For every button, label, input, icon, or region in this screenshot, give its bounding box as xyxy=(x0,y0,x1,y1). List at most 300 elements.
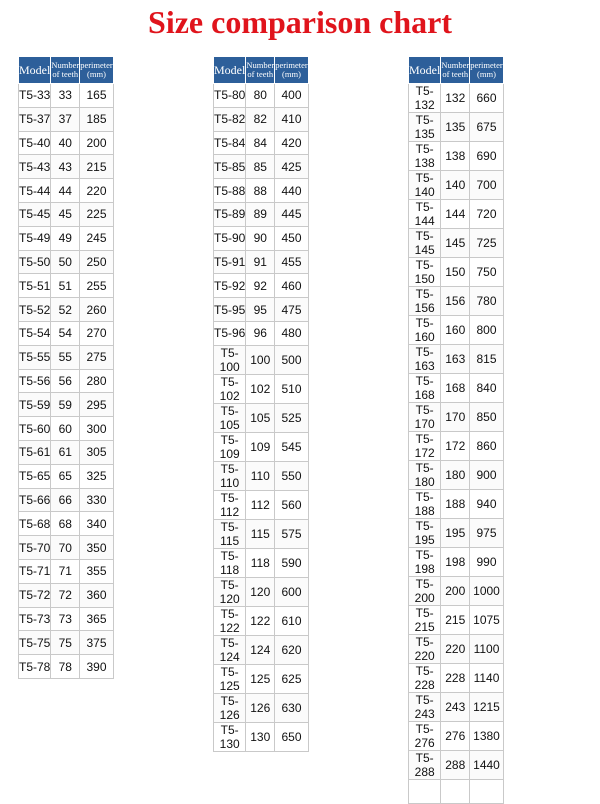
teeth-cell: 78 xyxy=(51,655,80,679)
perimeter-cell: 275 xyxy=(80,345,114,369)
size-table-2 xyxy=(213,56,309,752)
teeth-cell: 135 xyxy=(441,113,470,142)
model-cell: T5-78 xyxy=(19,655,51,679)
perimeter-cell: 660 xyxy=(470,84,504,113)
teeth-cell: 52 xyxy=(51,298,80,322)
model-cell: T5-243 xyxy=(409,693,441,722)
model-cell: T5-52 xyxy=(19,298,51,322)
teeth-cell: 80 xyxy=(246,84,275,108)
teeth-cell: 198 xyxy=(441,548,470,577)
model-cell: T5-40 xyxy=(19,131,51,155)
table-row xyxy=(19,464,114,488)
table-row xyxy=(214,374,309,403)
perimeter-cell: 630 xyxy=(275,693,309,722)
perimeter-cell: 510 xyxy=(275,374,309,403)
table-row xyxy=(214,606,309,635)
model-cell: T5-85 xyxy=(214,155,246,179)
teeth-cell: 122 xyxy=(246,606,275,635)
table-row xyxy=(409,432,504,461)
table-row xyxy=(409,461,504,490)
perimeter-cell: 720 xyxy=(470,200,504,229)
teeth-cell: 44 xyxy=(51,179,80,203)
model-cell: T5-220 xyxy=(409,635,441,664)
teeth-cell: 160 xyxy=(441,316,470,345)
perimeter-cell: 410 xyxy=(275,107,309,131)
perimeter-cell: 1075 xyxy=(470,606,504,635)
table-row xyxy=(214,274,309,298)
header-number-of-teeth: Number of teeth xyxy=(441,57,470,84)
perimeter-cell: 220 xyxy=(80,179,114,203)
teeth-cell: 95 xyxy=(246,298,275,322)
perimeter-cell: 860 xyxy=(470,432,504,461)
teeth-cell: 49 xyxy=(51,226,80,250)
perimeter-cell: 590 xyxy=(275,548,309,577)
model-cell: T5-126 xyxy=(214,693,246,722)
perimeter-cell: 690 xyxy=(470,142,504,171)
table-header-row xyxy=(214,57,309,84)
perimeter-cell: 940 xyxy=(470,490,504,519)
teeth-cell: 243 xyxy=(441,693,470,722)
teeth-cell: 45 xyxy=(51,202,80,226)
perimeter-cell: 1000 xyxy=(470,577,504,606)
teeth-cell: 72 xyxy=(51,583,80,607)
model-cell: T5-92 xyxy=(214,274,246,298)
model-cell: T5-188 xyxy=(409,490,441,519)
table-row xyxy=(409,403,504,432)
teeth-cell: 172 xyxy=(441,432,470,461)
table-row xyxy=(214,490,309,519)
table-row xyxy=(19,536,114,560)
teeth-cell: 110 xyxy=(246,461,275,490)
model-cell: T5-150 xyxy=(409,258,441,287)
teeth-cell: 68 xyxy=(51,512,80,536)
teeth-cell: 140 xyxy=(441,171,470,200)
teeth-cell: 200 xyxy=(441,577,470,606)
teeth-cell: 145 xyxy=(441,229,470,258)
teeth-cell: 170 xyxy=(441,403,470,432)
perimeter-cell: 325 xyxy=(80,464,114,488)
perimeter-cell: 620 xyxy=(275,635,309,664)
perimeter-cell: 245 xyxy=(80,226,114,250)
perimeter-cell: 545 xyxy=(275,432,309,461)
model-cell: T5-68 xyxy=(19,512,51,536)
header-perimeter: perimeter (mm) xyxy=(80,57,114,84)
table-row xyxy=(19,559,114,583)
table-row xyxy=(19,274,114,298)
perimeter-cell: 280 xyxy=(80,369,114,393)
teeth-cell: 56 xyxy=(51,369,80,393)
teeth-cell: 126 xyxy=(246,693,275,722)
teeth-cell: 55 xyxy=(51,345,80,369)
teeth-cell: 73 xyxy=(51,607,80,631)
perimeter-cell: 625 xyxy=(275,664,309,693)
teeth-cell: 118 xyxy=(246,548,275,577)
model-cell: T5-125 xyxy=(214,664,246,693)
model-cell: T5-50 xyxy=(19,250,51,274)
model-cell: T5-112 xyxy=(214,490,246,519)
model-cell: T5-105 xyxy=(214,403,246,432)
table-row xyxy=(214,250,309,274)
table-row xyxy=(19,226,114,250)
model-cell: T5-163 xyxy=(409,345,441,374)
perimeter-cell: 525 xyxy=(275,403,309,432)
teeth-cell: 88 xyxy=(246,179,275,203)
model-cell: T5-100 xyxy=(214,345,246,374)
teeth-cell: 132 xyxy=(441,84,470,113)
perimeter-cell: 445 xyxy=(275,202,309,226)
perimeter-cell: 255 xyxy=(80,274,114,298)
table-header-row xyxy=(409,57,504,84)
table-row xyxy=(409,519,504,548)
size-table-1 xyxy=(18,56,114,679)
table-row xyxy=(409,287,504,316)
table-row xyxy=(409,171,504,200)
perimeter-cell: 340 xyxy=(80,512,114,536)
table-row xyxy=(19,488,114,512)
teeth-cell: 130 xyxy=(246,722,275,751)
teeth-cell: 43 xyxy=(51,155,80,179)
table-row xyxy=(19,155,114,179)
model-cell: T5-65 xyxy=(19,464,51,488)
perimeter-cell: 780 xyxy=(470,287,504,316)
table-row xyxy=(409,780,504,804)
model-cell: T5-61 xyxy=(19,440,51,464)
table-row xyxy=(214,432,309,461)
perimeter-cell: 500 xyxy=(275,345,309,374)
perimeter-cell: 350 xyxy=(80,536,114,560)
model-cell: T5-91 xyxy=(214,250,246,274)
model-cell: T5-135 xyxy=(409,113,441,142)
model-cell: T5-102 xyxy=(214,374,246,403)
table-row xyxy=(214,131,309,155)
table-row xyxy=(214,693,309,722)
size-table-3 xyxy=(408,56,504,804)
table-row xyxy=(214,577,309,606)
model-cell xyxy=(409,780,441,804)
perimeter-cell: 975 xyxy=(470,519,504,548)
perimeter-cell: 330 xyxy=(80,488,114,512)
perimeter-cell: 815 xyxy=(470,345,504,374)
perimeter-cell: 250 xyxy=(80,250,114,274)
teeth-cell: 75 xyxy=(51,631,80,655)
perimeter-cell: 300 xyxy=(80,417,114,441)
table-row xyxy=(409,664,504,693)
table-row xyxy=(19,393,114,417)
model-cell: T5-75 xyxy=(19,631,51,655)
perimeter-cell: 575 xyxy=(275,519,309,548)
perimeter-cell: 400 xyxy=(275,84,309,108)
model-cell: T5-228 xyxy=(409,664,441,693)
table-row xyxy=(214,722,309,751)
table-row xyxy=(19,655,114,679)
teeth-cell: 144 xyxy=(441,200,470,229)
model-cell: T5-66 xyxy=(19,488,51,512)
model-cell: T5-43 xyxy=(19,155,51,179)
model-cell: T5-80 xyxy=(214,84,246,108)
perimeter-cell: 185 xyxy=(80,107,114,131)
table-row xyxy=(214,635,309,664)
teeth-cell: 125 xyxy=(246,664,275,693)
table-row xyxy=(214,345,309,374)
perimeter-cell: 1140 xyxy=(470,664,504,693)
table-row xyxy=(19,250,114,274)
model-cell: T5-37 xyxy=(19,107,51,131)
header-model: Model xyxy=(214,57,246,84)
perimeter-cell: 1380 xyxy=(470,722,504,751)
table-row xyxy=(409,751,504,780)
perimeter-cell: 355 xyxy=(80,559,114,583)
model-cell: T5-109 xyxy=(214,432,246,461)
perimeter-cell: 460 xyxy=(275,274,309,298)
teeth-cell: 96 xyxy=(246,321,275,345)
table-row xyxy=(214,155,309,179)
model-cell: T5-73 xyxy=(19,607,51,631)
perimeter-cell: 600 xyxy=(275,577,309,606)
model-cell: T5-168 xyxy=(409,374,441,403)
table-row xyxy=(214,107,309,131)
model-cell: T5-138 xyxy=(409,142,441,171)
model-cell: T5-44 xyxy=(19,179,51,203)
perimeter-cell: 215 xyxy=(80,155,114,179)
model-cell: T5-89 xyxy=(214,202,246,226)
teeth-cell: 66 xyxy=(51,488,80,512)
table-row xyxy=(19,607,114,631)
teeth-cell: 90 xyxy=(246,226,275,250)
perimeter-cell: 295 xyxy=(80,393,114,417)
teeth-cell: 228 xyxy=(441,664,470,693)
perimeter-cell: 750 xyxy=(470,258,504,287)
table-row xyxy=(19,131,114,155)
teeth-cell: 102 xyxy=(246,374,275,403)
table-row xyxy=(19,583,114,607)
perimeter-cell: 675 xyxy=(470,113,504,142)
teeth-cell: 138 xyxy=(441,142,470,171)
table-row xyxy=(214,403,309,432)
teeth-cell: 288 xyxy=(441,751,470,780)
perimeter-cell: 365 xyxy=(80,607,114,631)
header-number-of-teeth: Number of teeth xyxy=(246,57,275,84)
perimeter-cell: 260 xyxy=(80,298,114,322)
teeth-cell: 112 xyxy=(246,490,275,519)
table-row xyxy=(409,316,504,345)
table-row xyxy=(19,345,114,369)
perimeter-cell: 560 xyxy=(275,490,309,519)
perimeter-cell: 450 xyxy=(275,226,309,250)
teeth-cell: 71 xyxy=(51,559,80,583)
teeth-cell: 195 xyxy=(441,519,470,548)
table-row xyxy=(409,142,504,171)
teeth-cell: 124 xyxy=(246,635,275,664)
table-row xyxy=(214,298,309,322)
model-cell: T5-59 xyxy=(19,393,51,417)
model-cell: T5-160 xyxy=(409,316,441,345)
header-perimeter: perimeter (mm) xyxy=(275,57,309,84)
model-cell: T5-110 xyxy=(214,461,246,490)
teeth-cell: 180 xyxy=(441,461,470,490)
table-row xyxy=(409,258,504,287)
model-cell: T5-140 xyxy=(409,171,441,200)
perimeter-cell: 270 xyxy=(80,321,114,345)
teeth-cell: 120 xyxy=(246,577,275,606)
table-row xyxy=(409,374,504,403)
model-cell: T5-144 xyxy=(409,200,441,229)
model-cell: T5-55 xyxy=(19,345,51,369)
teeth-cell: 150 xyxy=(441,258,470,287)
model-cell: T5-170 xyxy=(409,403,441,432)
perimeter-cell: 425 xyxy=(275,155,309,179)
model-cell: T5-96 xyxy=(214,321,246,345)
table-row xyxy=(19,512,114,536)
teeth-cell: 61 xyxy=(51,440,80,464)
teeth-cell: 276 xyxy=(441,722,470,751)
table-row xyxy=(19,631,114,655)
table-row xyxy=(409,229,504,258)
table-row xyxy=(409,113,504,142)
table-row xyxy=(19,417,114,441)
table-row xyxy=(409,606,504,635)
perimeter-cell: 480 xyxy=(275,321,309,345)
teeth-cell: 37 xyxy=(51,107,80,131)
perimeter-cell: 360 xyxy=(80,583,114,607)
table-row xyxy=(409,200,504,229)
table-row xyxy=(214,84,309,108)
table-row xyxy=(409,345,504,374)
perimeter-cell: 225 xyxy=(80,202,114,226)
model-cell: T5-51 xyxy=(19,274,51,298)
table-row xyxy=(409,635,504,664)
perimeter-cell: 800 xyxy=(470,316,504,345)
model-cell: T5-200 xyxy=(409,577,441,606)
perimeter-cell: 1100 xyxy=(470,635,504,664)
model-cell: T5-145 xyxy=(409,229,441,258)
page-title: Size comparison chart xyxy=(148,4,452,40)
model-cell: T5-120 xyxy=(214,577,246,606)
teeth-cell: 92 xyxy=(246,274,275,298)
perimeter-cell: 700 xyxy=(470,171,504,200)
perimeter-cell: 610 xyxy=(275,606,309,635)
table-row xyxy=(19,440,114,464)
teeth-cell: 220 xyxy=(441,635,470,664)
teeth-cell: 50 xyxy=(51,250,80,274)
teeth-cell: 40 xyxy=(51,131,80,155)
model-cell: T5-88 xyxy=(214,179,246,203)
teeth-cell: 115 xyxy=(246,519,275,548)
header-model: Model xyxy=(19,57,51,84)
table-row xyxy=(409,490,504,519)
table-row xyxy=(214,202,309,226)
teeth-cell: 215 xyxy=(441,606,470,635)
model-cell: T5-115 xyxy=(214,519,246,548)
teeth-cell: 54 xyxy=(51,321,80,345)
teeth-cell: 59 xyxy=(51,393,80,417)
perimeter-cell: 200 xyxy=(80,131,114,155)
perimeter-cell: 440 xyxy=(275,179,309,203)
teeth-cell: 100 xyxy=(246,345,275,374)
model-cell: T5-198 xyxy=(409,548,441,577)
teeth-cell: 163 xyxy=(441,345,470,374)
teeth-cell: 84 xyxy=(246,131,275,155)
table-row xyxy=(214,548,309,577)
table-row xyxy=(19,107,114,131)
perimeter-cell: 390 xyxy=(80,655,114,679)
model-cell: T5-71 xyxy=(19,559,51,583)
teeth-cell: 82 xyxy=(246,107,275,131)
teeth-cell: 109 xyxy=(246,432,275,461)
table-row xyxy=(409,84,504,113)
teeth-cell: 156 xyxy=(441,287,470,316)
perimeter-cell: 375 xyxy=(80,631,114,655)
model-cell: T5-195 xyxy=(409,519,441,548)
teeth-cell: 85 xyxy=(246,155,275,179)
model-cell: T5-60 xyxy=(19,417,51,441)
perimeter-cell: 725 xyxy=(470,229,504,258)
model-cell: T5-215 xyxy=(409,606,441,635)
header-model: Model xyxy=(409,57,441,84)
perimeter-cell: 420 xyxy=(275,131,309,155)
teeth-cell: 168 xyxy=(441,374,470,403)
table-row xyxy=(214,519,309,548)
table-row xyxy=(214,664,309,693)
perimeter-cell xyxy=(470,780,504,804)
model-cell: T5-33 xyxy=(19,84,51,108)
table-row xyxy=(19,369,114,393)
model-cell: T5-82 xyxy=(214,107,246,131)
model-cell: T5-54 xyxy=(19,321,51,345)
table-row xyxy=(409,577,504,606)
model-cell: T5-156 xyxy=(409,287,441,316)
model-cell: T5-124 xyxy=(214,635,246,664)
model-cell: T5-90 xyxy=(214,226,246,250)
perimeter-cell: 900 xyxy=(470,461,504,490)
perimeter-cell: 550 xyxy=(275,461,309,490)
table-row xyxy=(409,722,504,751)
perimeter-cell: 1215 xyxy=(470,693,504,722)
perimeter-cell: 1440 xyxy=(470,751,504,780)
model-cell: T5-72 xyxy=(19,583,51,607)
model-cell: T5-288 xyxy=(409,751,441,780)
teeth-cell: 51 xyxy=(51,274,80,298)
header-perimeter: perimeter (mm) xyxy=(470,57,504,84)
teeth-cell: 60 xyxy=(51,417,80,441)
teeth-cell: 105 xyxy=(246,403,275,432)
teeth-cell xyxy=(441,780,470,804)
model-cell: T5-70 xyxy=(19,536,51,560)
table-row xyxy=(19,202,114,226)
model-cell: T5-180 xyxy=(409,461,441,490)
perimeter-cell: 475 xyxy=(275,298,309,322)
model-cell: T5-49 xyxy=(19,226,51,250)
header-number-of-teeth: Number of teeth xyxy=(51,57,80,84)
table-row xyxy=(19,179,114,203)
table-row xyxy=(409,548,504,577)
table-header-row xyxy=(19,57,114,84)
perimeter-cell: 990 xyxy=(470,548,504,577)
teeth-cell: 65 xyxy=(51,464,80,488)
model-cell: T5-56 xyxy=(19,369,51,393)
teeth-cell: 188 xyxy=(441,490,470,519)
perimeter-cell: 455 xyxy=(275,250,309,274)
model-cell: T5-95 xyxy=(214,298,246,322)
perimeter-cell: 840 xyxy=(470,374,504,403)
model-cell: T5-84 xyxy=(214,131,246,155)
model-cell: T5-132 xyxy=(409,84,441,113)
table-row xyxy=(19,84,114,108)
table-row xyxy=(214,179,309,203)
teeth-cell: 89 xyxy=(246,202,275,226)
table-row xyxy=(19,298,114,322)
table-row xyxy=(214,321,309,345)
model-cell: T5-172 xyxy=(409,432,441,461)
